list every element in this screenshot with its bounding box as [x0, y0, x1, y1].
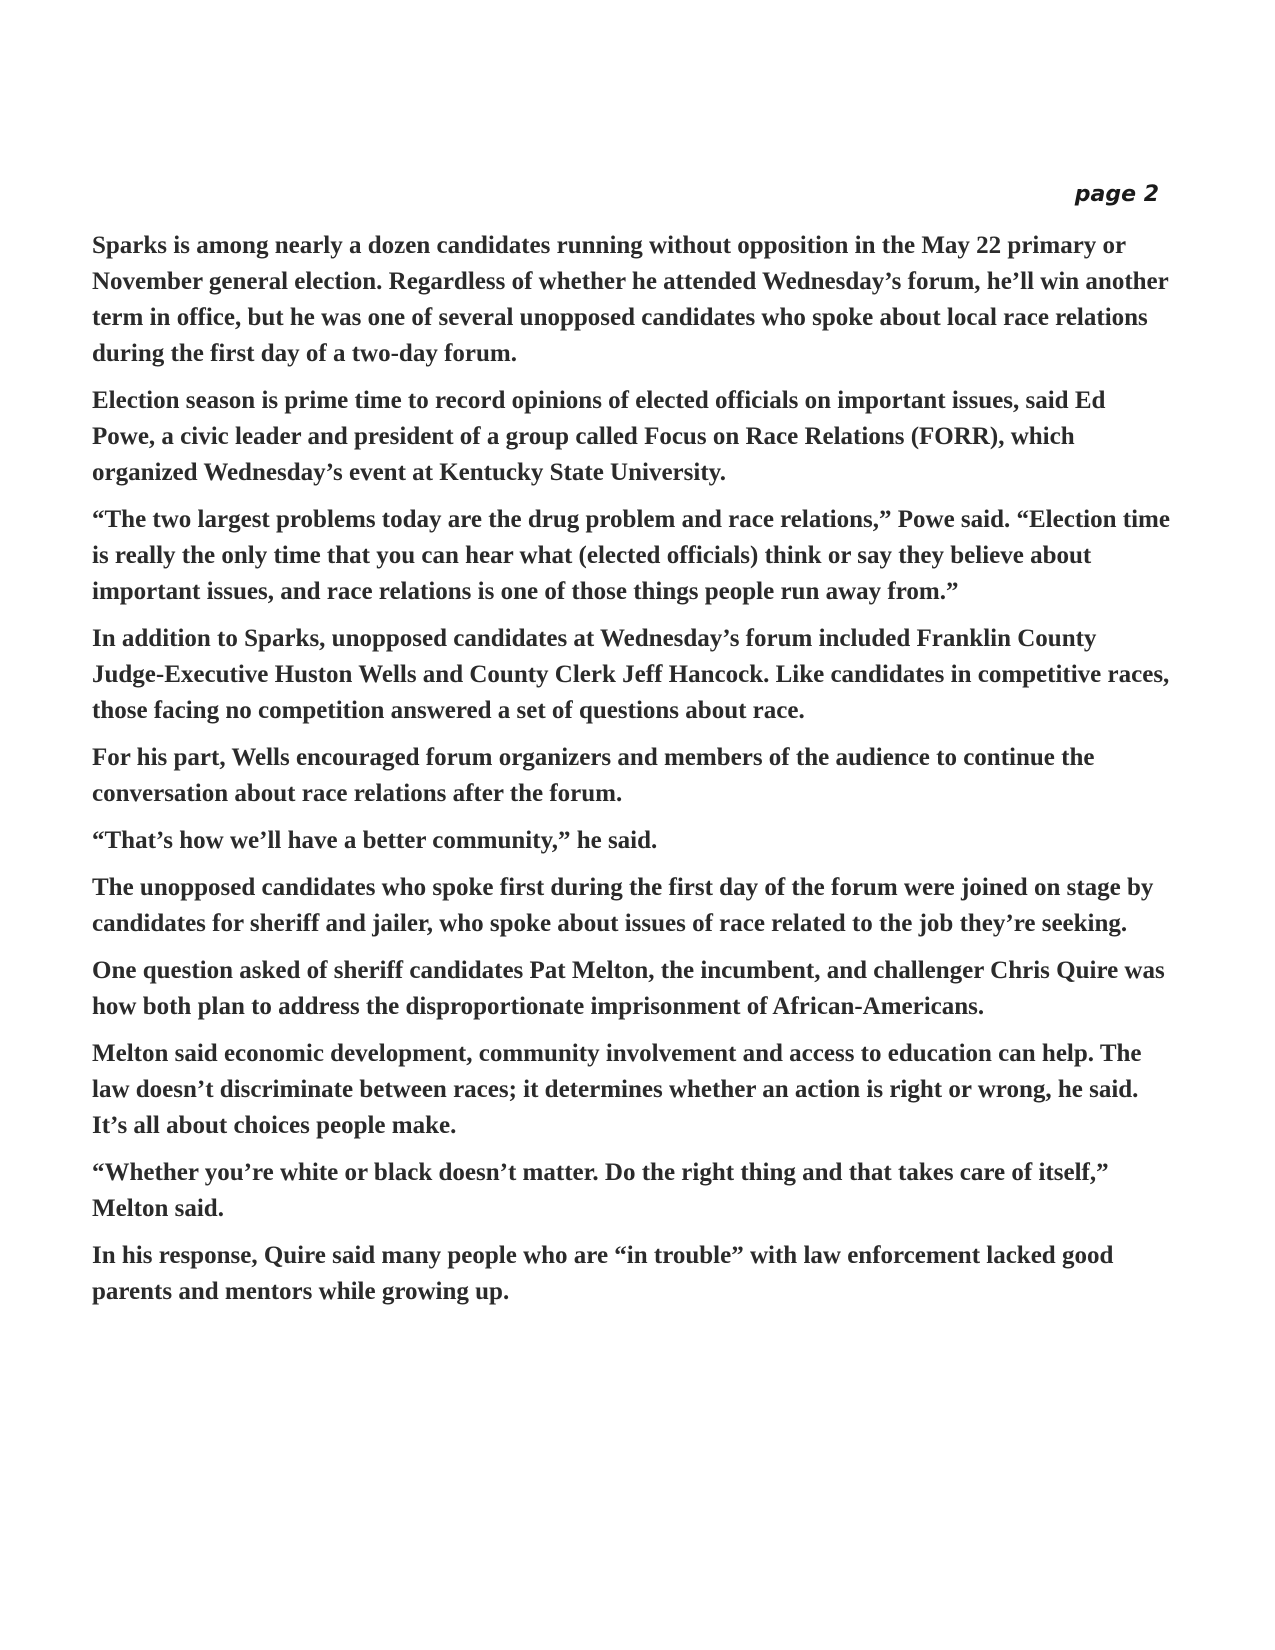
paragraph-5: For his part, Wells encouraged forum organizers and members of the audience to continue the conversation about race relations after the forum. [92, 744, 1095, 807]
paragraph-7: The unopposed candidates who spoke first during the first day of the forum were joined on stage by candidates for sheriff and jailer, who spoke about issues of race related to the job they’re seeking. [92, 874, 1154, 937]
paragraph-9: Melton said economic development, community involvement and access to education can help. The law doesn’t discriminate between races; it determines whether an action is right or wrong, he said. It’s all about choices people make. [92, 1040, 1142, 1139]
article-body [92, 228, 1172, 1321]
paragraph-2: Election season is prime time to record opinions of elected officials on important issues, said Ed Powe, a civic leader and president of a group called Focus on Race Relations (FORR), which organized Wednesday’s event at Kentucky State University. [92, 387, 1106, 486]
paragraph-8: One question asked of sheriff candidates Pat Melton, the incumbent, and challenger Chris Quire was how both plan to address the disproportionate imprisonment of African-Americans. [92, 957, 1165, 1020]
paragraph-4: In addition to Sparks, unopposed candidates at Wednesday’s forum included Franklin County Judge-Executive Huston Wells and County Clerk Jeff Hancock. Like candidates in competitive races, those facing no competition answered a set of questions about race. [92, 625, 1170, 724]
paragraph-10: “Whether you’re white or black doesn’t matter. Do the right thing and that takes care of itself,” Melton said. [92, 1159, 1109, 1222]
page-number: page 2 [1074, 182, 1159, 207]
paragraph-1: Sparks is among nearly a dozen candidates running without opposition in the May 22 primary or November general election. Regardless of whether he attended Wednesday’s forum, he’ll win another term in office, but he was one of several unopposed candidates who spoke about local race relations during the first day of a two-day forum. [92, 232, 1169, 367]
paragraph-6: “That’s how we’ll have a better community,” he said. [92, 827, 658, 854]
paragraph-3: “The two largest problems today are the drug problem and race relations,” Powe said. “Election time is really the only time that you can hear what (elected officials) think or say they believe about important issues, and race relations is one of those things people run away from.” [92, 506, 1170, 605]
paragraph-11: In his response, Quire said many people who are “in trouble” with law enforcement lacked good parents and mentors while growing up. [92, 1242, 1114, 1305]
